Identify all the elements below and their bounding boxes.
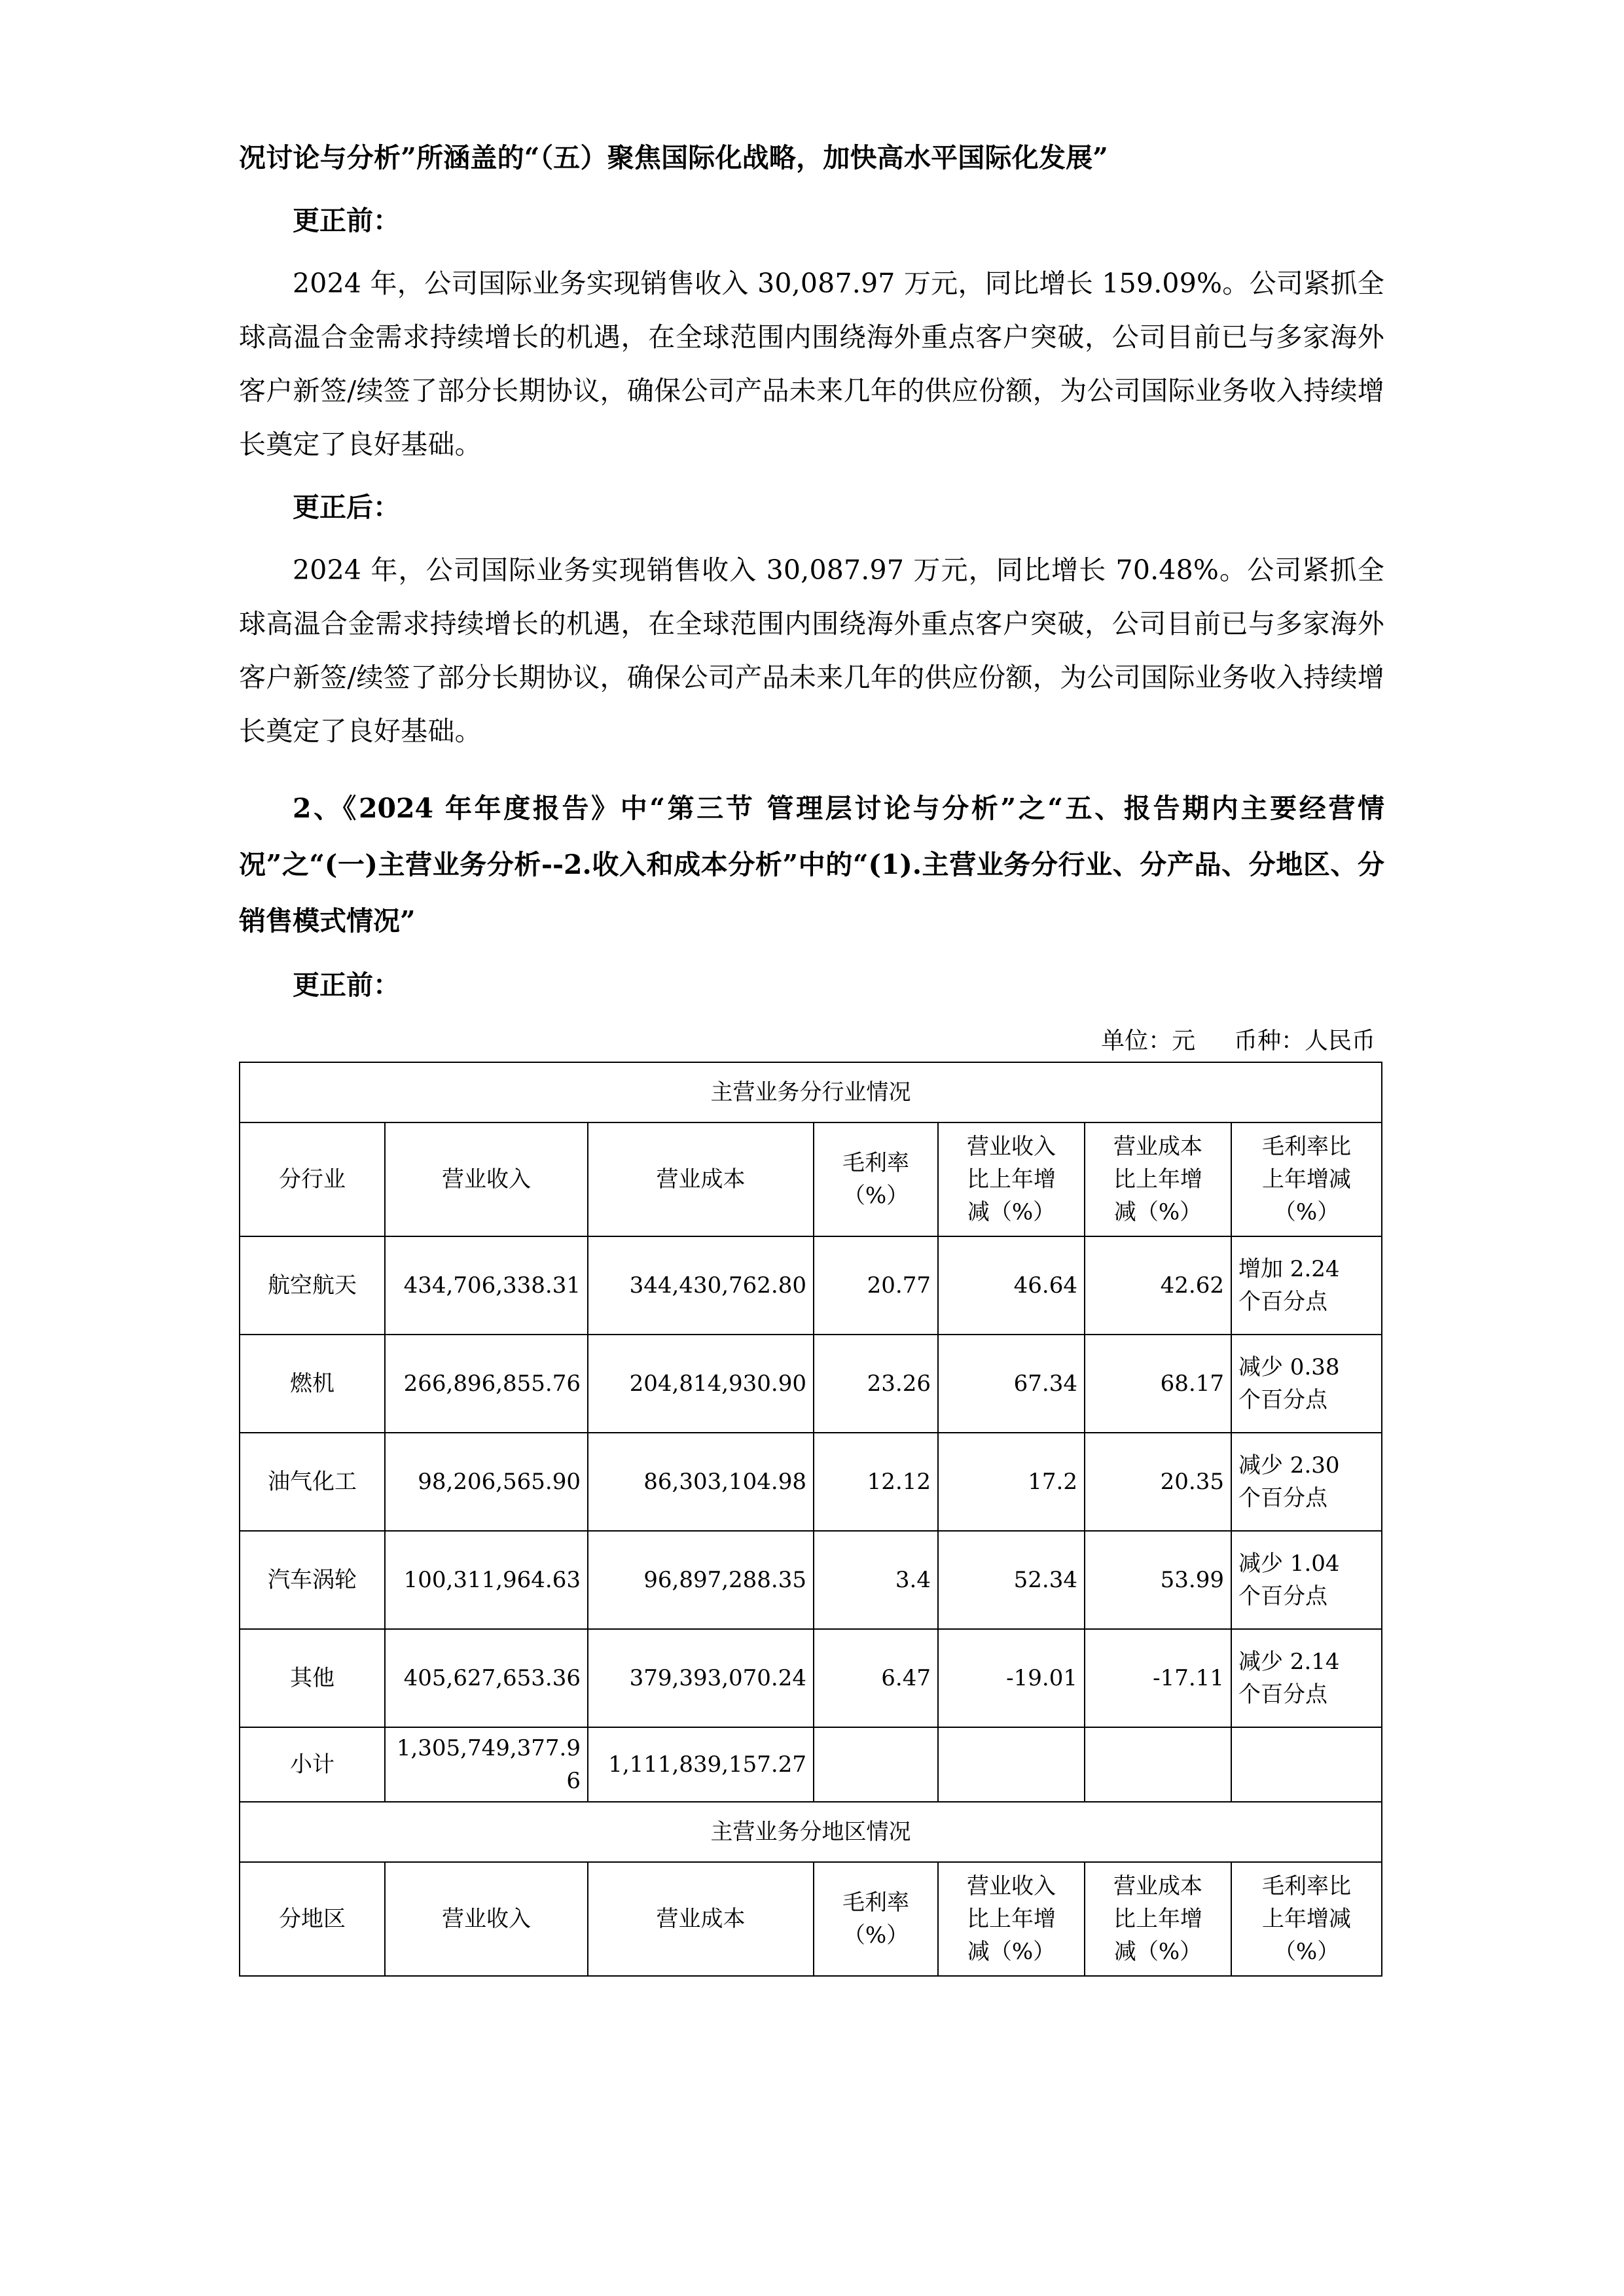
table-row bbox=[240, 1433, 1382, 1531]
row-revenue-yoy: -19.01 bbox=[938, 1629, 1085, 1727]
row-industry-name: 油气化工 bbox=[240, 1433, 385, 1531]
row-cost-yoy: -17.11 bbox=[1085, 1629, 1231, 1727]
table-row bbox=[240, 1236, 1382, 1335]
currency-label: 币种：人民币 bbox=[1233, 1028, 1375, 1054]
table-section-header-row bbox=[240, 1802, 1382, 1862]
margin-yoy-value: 增加 2.24 bbox=[1238, 1256, 1340, 1282]
subtotal-margin-yoy bbox=[1231, 1727, 1382, 1802]
col-header-cost: 营业成本 bbox=[588, 1862, 814, 1976]
row-industry-name: 汽车涡轮 bbox=[240, 1531, 385, 1629]
after-correction-label-1: 更正后： bbox=[293, 492, 400, 523]
margin-yoy-line1: 毛利率比 bbox=[1262, 1134, 1352, 1160]
row-margin-yoy bbox=[1231, 1236, 1382, 1335]
margin-yoy-unit: 个百分点 bbox=[1238, 1681, 1327, 1708]
gross-margin-line2: （%） bbox=[842, 1922, 909, 1948]
spacer bbox=[239, 471, 1384, 480]
row-industry-name: 航空航天 bbox=[240, 1236, 385, 1335]
subtotal-revenue-yoy bbox=[938, 1727, 1085, 1802]
row-gross-margin: 12.12 bbox=[814, 1433, 938, 1531]
row-gross-margin: 20.77 bbox=[814, 1236, 938, 1335]
margin-yoy-unit: 个百分点 bbox=[1238, 1289, 1327, 1315]
subtotal-gross-margin bbox=[814, 1727, 938, 1802]
col-header-gross-margin bbox=[814, 1122, 938, 1236]
row-gross-margin: 6.47 bbox=[814, 1629, 938, 1727]
revenue-yoy-line3: 减（%） bbox=[967, 1939, 1056, 1965]
margin-yoy-unit: 个百分点 bbox=[1238, 1485, 1327, 1511]
row-margin-yoy bbox=[1231, 1629, 1382, 1727]
row-revenue-yoy: 46.64 bbox=[938, 1236, 1085, 1335]
main-business-table bbox=[239, 1062, 1382, 1977]
after-correction-paragraph-1: 2024 年，公司国际业务实现销售收入 30,087.97 万元，同比增长 70.48%。公司紧抓全球高温合金需求持续增长的机遇，在全球范围内围绕海外重点客户突破，公司目前已与多家海外客户新签/续签了部分长期协议，确保公司产品未来几年的供应份额，为公司国际业务收入持续增长奠定了良好基础。 bbox=[239, 554, 1384, 747]
gross-margin-line1: 毛利率 bbox=[842, 1150, 909, 1176]
col-header-revenue-yoy bbox=[938, 1122, 1085, 1236]
table-column-header-row-industry bbox=[240, 1122, 1382, 1236]
cost-yoy-line2: 比上年增 bbox=[1113, 1906, 1202, 1932]
table-section-header-row bbox=[240, 1062, 1382, 1122]
unit-label: 单位：元 bbox=[1101, 1028, 1196, 1054]
row-revenue-yoy: 67.34 bbox=[938, 1335, 1085, 1433]
margin-yoy-line3: （%） bbox=[1273, 1199, 1340, 1225]
table-row bbox=[240, 1629, 1382, 1727]
row-cost: 96,897,288.35 bbox=[588, 1531, 814, 1629]
margin-yoy-value: 减少 0.38 bbox=[1238, 1354, 1340, 1380]
margin-yoy-unit: 个百分点 bbox=[1238, 1387, 1327, 1413]
revenue-yoy-line2: 比上年增 bbox=[967, 1906, 1056, 1932]
row-cost-yoy: 53.99 bbox=[1085, 1531, 1231, 1629]
margin-yoy-value: 减少 1.04 bbox=[1238, 1551, 1340, 1577]
row-cost: 86,303,104.98 bbox=[588, 1433, 814, 1531]
before-correction-paragraph-1: 2024 年，公司国际业务实现销售收入 30,087.97 万元，同比增长 159.09%。公司紧抓全球高温合金需求持续增长的机遇，在全球范围内围绕海外重点客户突破，公司目前已与多家海外客户新签/续签了部分长期协议，确保公司产品未来几年的供应份额，为公司国际业务收入持续增长奠定了良好基础。 bbox=[239, 268, 1384, 460]
cost-yoy-line1: 营业成本 bbox=[1113, 1873, 1202, 1899]
continued-heading-line: 况讨论与分析”所涵盖的“（五）聚焦国际化战略，加快高水平国际化发展” bbox=[239, 142, 1109, 173]
col-header-region: 分地区 bbox=[240, 1862, 385, 1976]
subtotal-label: 小计 bbox=[240, 1727, 385, 1802]
section2-heading: 2、《2024 年年度报告》中“第三节 管理层讨论与分析”之“五、报告期内主要经营情况”之“(一)主营业务分析--2.收入和成本分析”中的“(1).主营业务分行业、分产品、分地区、分销售模式情况” bbox=[239, 793, 1384, 937]
row-gross-margin: 23.26 bbox=[814, 1335, 938, 1433]
margin-yoy-unit: 个百分点 bbox=[1238, 1583, 1327, 1609]
spacer bbox=[239, 949, 1384, 958]
margin-yoy-line1: 毛利率比 bbox=[1262, 1873, 1352, 1899]
row-cost-yoy: 68.17 bbox=[1085, 1335, 1231, 1433]
row-margin-yoy bbox=[1231, 1531, 1382, 1629]
row-revenue: 266,896,855.76 bbox=[385, 1335, 588, 1433]
top-margin-spacer bbox=[239, 0, 1384, 131]
row-cost: 379,393,070.24 bbox=[588, 1629, 814, 1727]
row-cost: 204,814,930.90 bbox=[588, 1335, 814, 1433]
row-cost: 344,430,762.80 bbox=[588, 1236, 814, 1335]
spacer bbox=[239, 534, 1384, 543]
subtotal-cost-yoy bbox=[1085, 1727, 1231, 1802]
margin-yoy-value: 减少 2.30 bbox=[1238, 1452, 1340, 1479]
table-column-header-row-region bbox=[240, 1862, 1382, 1976]
row-cost-yoy: 42.62 bbox=[1085, 1236, 1231, 1335]
spacer bbox=[239, 758, 1384, 780]
spacer bbox=[239, 1012, 1384, 1021]
col-header-margin-yoy bbox=[1231, 1122, 1382, 1236]
row-revenue-yoy: 52.34 bbox=[938, 1531, 1085, 1629]
row-revenue: 405,627,653.36 bbox=[385, 1629, 588, 1727]
row-industry-name: 燃机 bbox=[240, 1335, 385, 1433]
table-unit-line bbox=[239, 1021, 1384, 1062]
col-header-revenue-yoy bbox=[938, 1862, 1085, 1976]
table-row bbox=[240, 1335, 1382, 1433]
margin-yoy-line3: （%） bbox=[1273, 1939, 1340, 1965]
row-margin-yoy bbox=[1231, 1335, 1382, 1433]
margin-yoy-line2: 上年增减 bbox=[1262, 1906, 1352, 1932]
col-header-industry: 分行业 bbox=[240, 1122, 385, 1236]
gross-margin-line1: 毛利率 bbox=[842, 1890, 909, 1916]
cost-yoy-line3: 减（%） bbox=[1113, 1199, 1202, 1225]
cost-yoy-line1: 营业成本 bbox=[1113, 1134, 1202, 1160]
row-gross-margin: 3.4 bbox=[814, 1531, 938, 1629]
row-cost-yoy: 20.35 bbox=[1085, 1433, 1231, 1531]
spacer bbox=[239, 185, 1384, 194]
cost-yoy-line2: 比上年增 bbox=[1113, 1166, 1202, 1193]
section-title-industry: 主营业务分行业情况 bbox=[240, 1062, 1382, 1122]
row-revenue: 434,706,338.31 bbox=[385, 1236, 588, 1335]
col-header-revenue: 营业收入 bbox=[385, 1862, 588, 1976]
revenue-yoy-line2: 比上年增 bbox=[967, 1166, 1056, 1193]
row-margin-yoy bbox=[1231, 1433, 1382, 1531]
spacer bbox=[239, 247, 1384, 257]
col-header-revenue: 营业收入 bbox=[385, 1122, 588, 1236]
table-row bbox=[240, 1531, 1382, 1629]
subtotal-cost: 1,111,839,157.27 bbox=[588, 1727, 814, 1802]
before-correction-label-1: 更正前： bbox=[293, 205, 400, 236]
section-title-region: 主营业务分地区情况 bbox=[240, 1802, 1382, 1862]
col-header-cost: 营业成本 bbox=[588, 1122, 814, 1236]
row-industry-name: 其他 bbox=[240, 1629, 385, 1727]
col-header-cost-yoy bbox=[1085, 1862, 1231, 1976]
margin-yoy-value: 减少 2.14 bbox=[1238, 1649, 1340, 1675]
gross-margin-line2: （%） bbox=[842, 1183, 909, 1209]
revenue-yoy-line1: 营业收入 bbox=[967, 1134, 1056, 1160]
margin-yoy-line2: 上年增减 bbox=[1262, 1166, 1352, 1193]
cost-yoy-line3: 减（%） bbox=[1113, 1939, 1202, 1965]
revenue-yoy-line3: 减（%） bbox=[967, 1199, 1056, 1225]
revenue-yoy-line1: 营业收入 bbox=[967, 1873, 1056, 1899]
col-header-cost-yoy bbox=[1085, 1122, 1231, 1236]
row-revenue: 98,206,565.90 bbox=[385, 1433, 588, 1531]
row-revenue-yoy: 17.2 bbox=[938, 1433, 1085, 1531]
before-correction-label-2: 更正前： bbox=[293, 969, 400, 1001]
page-content bbox=[239, 0, 1384, 1977]
subtotal-revenue: 1,305,749,377.96 bbox=[385, 1727, 588, 1802]
col-header-gross-margin bbox=[814, 1862, 938, 1976]
table-subtotal-row bbox=[240, 1727, 1382, 1802]
col-header-margin-yoy bbox=[1231, 1862, 1382, 1976]
row-revenue: 100,311,964.63 bbox=[385, 1531, 588, 1629]
